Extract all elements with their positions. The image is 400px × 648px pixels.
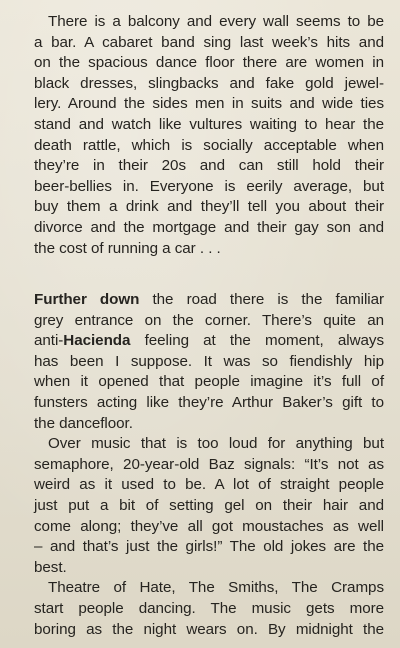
text-line: divorce and the mortgage and their gay son and	[34, 218, 384, 236]
text-line: come along; they’ve all got moustaches as well	[34, 517, 384, 535]
text-line: semaphore, 20-year-old Baz signals: “It’s not as	[34, 455, 384, 473]
text-line: grey entrance on the corner. There’s quite an	[34, 311, 384, 329]
text-line: on the spacious dance floor there are women in	[34, 54, 384, 72]
paragraph-balcony	[34, 12, 384, 259]
text-line	[34, 331, 384, 352]
lead-in-bold: Further down	[34, 291, 140, 308]
paragraph-further-down	[34, 290, 384, 640]
text-line: black dresses, slingbacks and fake gold jewel-	[34, 74, 384, 92]
text-line: death rattle, which is socially acceptable when	[34, 136, 384, 154]
text-line	[34, 290, 384, 311]
text-line: the cost of running a car . . .	[34, 239, 221, 257]
text-run: anti-	[34, 332, 64, 350]
text-line: There is a balcony and every wall seems to be	[48, 13, 384, 30]
text-run: the road there is the familiar	[139, 291, 384, 308]
text-line: just put a bit of setting gel on their hair and	[34, 496, 384, 514]
text-line: – and that’s just the girls!” The old jokes are the	[34, 538, 384, 556]
text-line: best.	[34, 558, 67, 576]
text-line: when it opened that people imagine it’s full of	[34, 373, 384, 391]
text-line: start people dancing. The music gets more	[34, 599, 384, 617]
text-line: stand and watch like vultures waiting to hear the	[34, 115, 384, 133]
text-line: beer-bellies in. Everyone is eerily average, but	[34, 177, 384, 195]
text-run: feeling at the moment, always	[130, 332, 384, 350]
text-line: funsters acting like they’re Arthur Baker’s gift to	[34, 393, 384, 411]
text-line: they’re in their 20s and can still hold their	[34, 157, 384, 175]
text-line: Over music that is too loud for anything but	[48, 435, 384, 453]
text-line: Theatre of Hate, The Smiths, The Cramps	[48, 579, 384, 597]
hacienda-bold: Hacienda	[63, 332, 131, 350]
text-line: the dancefloor.	[34, 414, 133, 432]
text-line: has been I suppose. It was so fiendishly hip	[34, 352, 384, 370]
text-line: a bar. A cabaret band sing last week’s hits and	[34, 33, 384, 51]
text-line: buy them a drink and they’ll tell you about their	[34, 198, 384, 216]
text-line: boring as the night wears on. By midnight the	[34, 620, 384, 638]
text-line: lery. Around the sides men in suits and wide ties	[34, 95, 384, 113]
text-line: weird as it used to be. A lot of straight people	[34, 476, 384, 494]
